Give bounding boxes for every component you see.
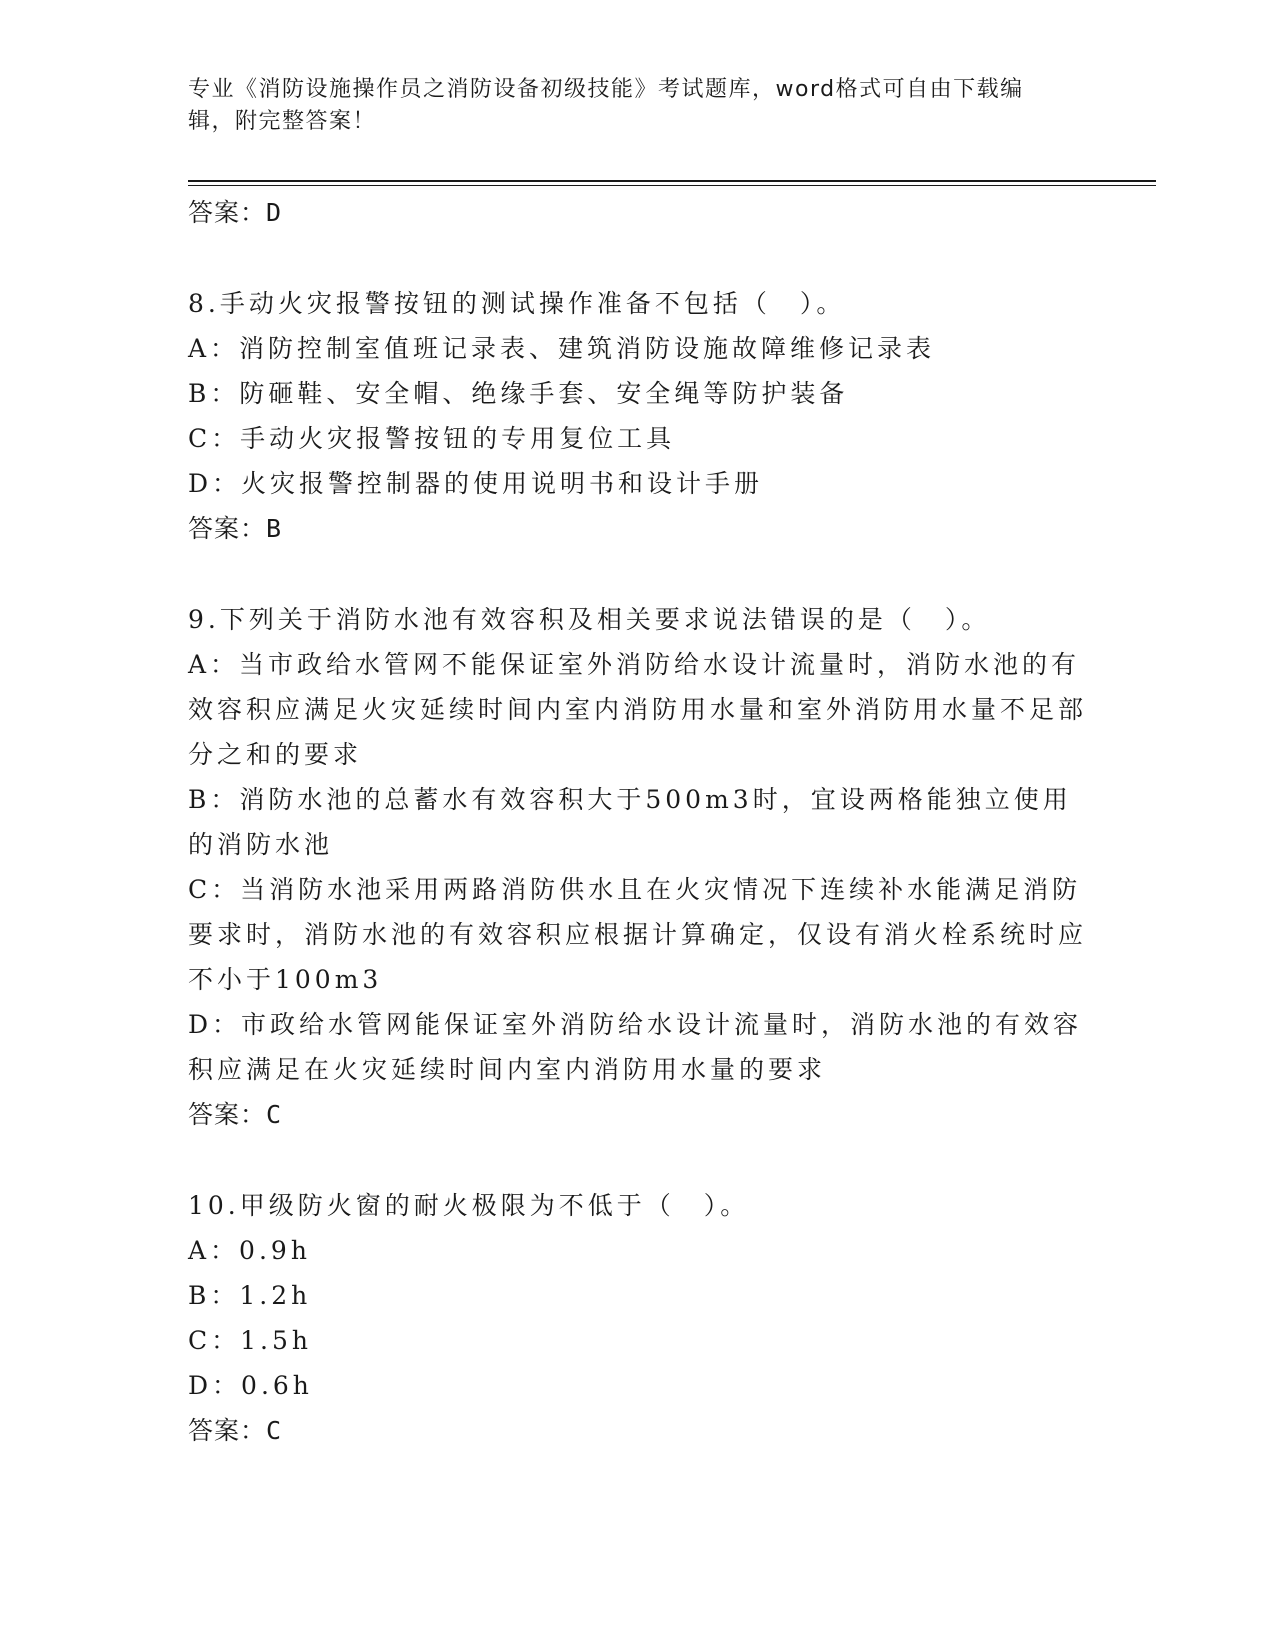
option-c: C：手动火灾报警按钮的专用复位工具 [188,424,676,453]
answer-label: 答案： [188,1100,267,1129]
answer-label: 答案： [188,514,267,543]
answer-line [188,1408,1088,1453]
answer-value: B [266,514,283,543]
option-c: C：1.5h [188,1326,312,1355]
option-d: D：0.6h [188,1371,313,1400]
question-stem: 9.下列关于消防水池有效容积及相关要求说法错误的是（ ）。 [188,605,991,634]
option-c: C：当消防水池采用两路消防供水且在火灾情况下连续补水能满足消防要求时，消防水池的有效容积应根据计算确定，仅设有消火栓系统时应不小于100m3 [188,875,1088,994]
option-a: A：当市政给水管网不能保证室外消防给水设计流量时，消防水池的有效容积应满足火灾延续时间内室内消防用水量和室外消防用水量不足部分之和的要求 [188,650,1088,769]
option-b: B：消防水池的总蓄水有效容积大于500m3时，宜设两格能独立使用的消防水池 [188,785,1072,859]
answer-value: C [266,1416,283,1445]
answer-label: 答案： [188,198,267,227]
header-rule-thick [188,180,1156,182]
option-a: A：0.9h [188,1236,311,1265]
option-b: B：防砸鞋、安全帽、绝缘手套、安全绳等防护装备 [188,379,849,408]
option-d: D：火灾报警控制器的使用说明书和设计手册 [188,469,764,498]
question-10 [188,1183,1088,1453]
answer-value: C [266,1100,283,1129]
option-b: B：1.2h [188,1281,312,1310]
question-9 [188,597,1088,1137]
header-rule-thin [188,185,1156,186]
answer-line [188,506,1088,551]
option-d: D：市政给水管网能保证室外消防给水设计流量时，消防水池的有效容积应满足在火灾延续时间内室内消防用水量的要求 [188,1010,1083,1084]
question-stem: 10.甲级防火窗的耐火极限为不低于（ ）。 [188,1191,750,1220]
question-8 [188,281,1088,551]
answer-line [188,1092,1088,1137]
option-a: A：消防控制室值班记录表、建筑消防设施故障维修记录表 [188,334,936,363]
document-header: 专业《消防设施操作员之消防设备初级技能》考试题库，word格式可自由下载编辑，附完整答案！ [188,77,1024,134]
answer-value: D [266,198,283,227]
answer-line [188,190,1088,235]
question-stem: 8.手动火灾报警按钮的测试操作准备不包括（ ）。 [188,289,846,318]
answer-label: 答案： [188,1416,267,1445]
document-body [188,190,1088,1453]
